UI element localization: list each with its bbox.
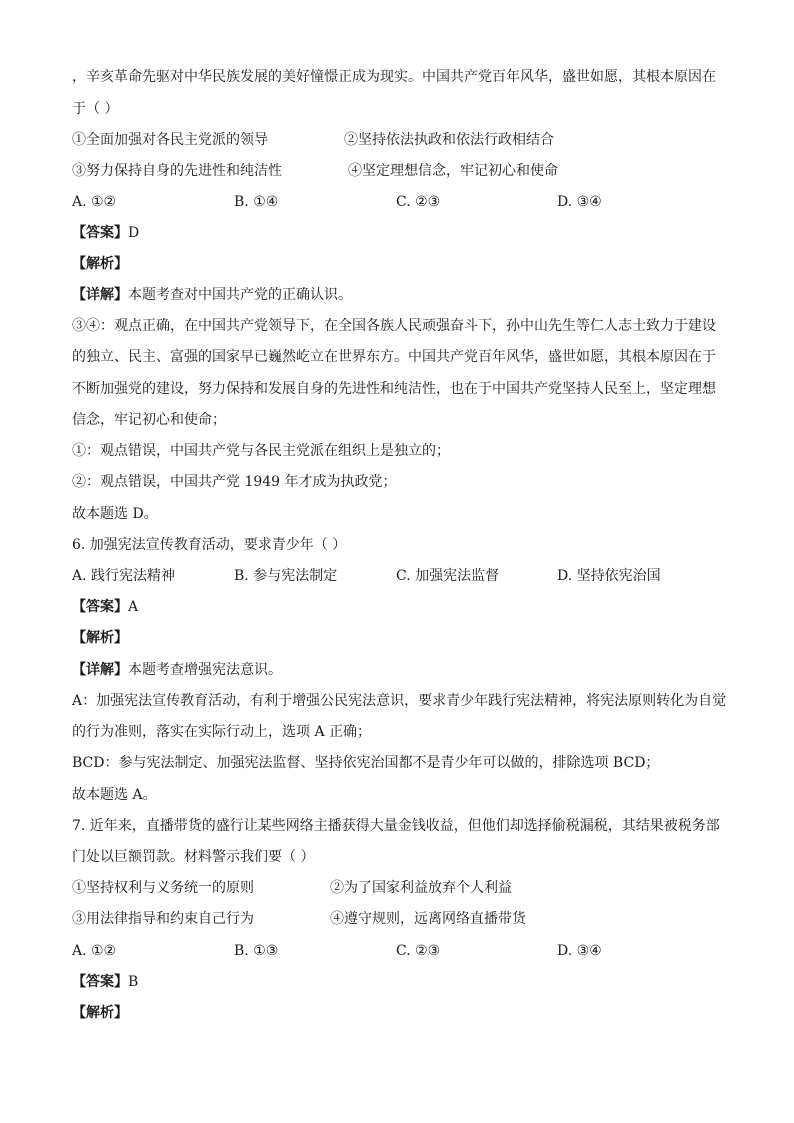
q7-item-3: ③用法律指导和约束自己行为	[72, 911, 254, 927]
q7-analysis-label: 【解析】	[72, 1005, 128, 1021]
q7-option-a: A. ①②	[72, 943, 117, 959]
q5-option-d: D. ③④	[557, 194, 602, 210]
q7-answer-value: B	[128, 974, 139, 990]
q6-detail-intro: 本题考查增强宪法意识。	[128, 662, 282, 678]
q5-explain-4: 信念，牢记初心和使命；	[72, 412, 226, 428]
q5-stem-line2: 于（ ）	[72, 101, 119, 117]
q6-option-c: C. 加强宪法监督	[396, 568, 500, 584]
q5-analysis-label: 【解析】	[72, 256, 128, 272]
q6-analysis-label: 【解析】	[72, 630, 128, 646]
q5-option-a: A. ①②	[72, 194, 117, 210]
q7-answer-line	[72, 972, 734, 992]
q6-option-d: D. 坚持依宪治国	[557, 568, 661, 584]
q6-answer-line	[72, 597, 734, 617]
q5-explain-3: 不断加强党的建设，努力保持和发展自身的先进性和纯洁性，也在于中国共产党坚持人民至上，坚定理想	[72, 381, 716, 397]
q5-item-2: ②坚持依法执政和依法行政相结合	[344, 132, 554, 148]
q5-detail-intro: 本题考查对中国共产党的正确认识。	[128, 287, 352, 303]
q5-detail-label: 【详解】	[72, 287, 128, 303]
q6-explain-3: BCD：参与宪法制定、加强宪法监督、坚持依宪治国都不是青少年可以做的，排除选项 BCD；	[72, 755, 660, 771]
q5-item-4: ④坚定理想信念，牢记初心和使命	[348, 163, 558, 179]
q6-option-a: A. 践行宪法精神	[72, 568, 176, 584]
q6-explain-1: A：加强宪法宣传教育活动，有利于增强公民宪法意识，要求青少年践行宪法精神，将宪法原则转化为自觉	[72, 693, 727, 709]
q5-item-3: ③努力保持自身的先进性和纯洁性	[72, 163, 282, 179]
q5-stem-line1: ，辛亥革命先驱对中华民族发展的美好憧憬正成为现实。中国共产党百年风华，盛世如愿，其根本原因在	[72, 69, 716, 85]
q5-answer-label: 【答案】	[72, 225, 128, 241]
q6-detail-label: 【详解】	[72, 662, 128, 678]
q6-answer-label: 【答案】	[72, 599, 128, 615]
q5-option-b: B. ①④	[234, 194, 279, 210]
q7-option-d: D. ③④	[557, 943, 602, 959]
q5-explain-6: ②：观点错误，中国共产党 1949 年才成为执政党；	[72, 474, 397, 490]
q7-answer-label: 【答案】	[72, 974, 128, 990]
q6-answer-value: A	[128, 599, 139, 615]
q5-explain-5: ①：观点错误，中国共产党与各民主党派在组织上是独立的；	[72, 443, 450, 459]
q5-explain-7: 故本题选 D。	[72, 506, 158, 522]
q6-explain-2: 的行为准则，落实在实际行动上，选项 A 正确；	[72, 724, 372, 740]
q6-option-b: B. 参与宪法制定	[234, 568, 338, 584]
q7-item-4: ④遵守规则，远离网络直播带货	[330, 911, 526, 927]
q5-detail-line	[72, 285, 734, 305]
q5-item-1: ①全面加强对各民主党派的领导	[72, 132, 268, 148]
q7-item-1: ①坚持权利与义务统一的原则	[72, 880, 254, 896]
q7-stem-line2: 门处以巨额罚款。材料警示我们要（ ）	[72, 849, 315, 865]
q6-explain-4: 故本题选 A。	[72, 787, 157, 803]
q6-detail-line	[72, 660, 734, 680]
q7-option-b: B. ①③	[234, 943, 279, 959]
q5-option-c: C. ②③	[396, 194, 441, 210]
q7-item-2: ②为了国家利益放弃个人利益	[330, 880, 512, 896]
q5-answer-line	[72, 223, 734, 243]
q7-option-c: C. ②③	[396, 943, 441, 959]
q5-explain-2: 的独立、民主、富强的国家早已巍然屹立在世界东方。中国共产党百年风华，盛世如愿，其根本原因在于	[72, 349, 716, 365]
q5-answer-value: D	[128, 225, 140, 241]
q5-explain-1: ③④：观点正确，在中国共产党领导下，在全国各族人民顽强奋斗下，孙中山先生等仁人志士致力于建设	[72, 318, 716, 334]
q7-stem-line1: 7. 近年来，直播带货的盛行让某些网络主播获得大量金钱收益，但他们却选择偷税漏税，其结果被税务部	[72, 818, 720, 834]
q6-stem: 6. 加强宪法宣传教育活动，要求青少年（ ）	[72, 537, 347, 553]
